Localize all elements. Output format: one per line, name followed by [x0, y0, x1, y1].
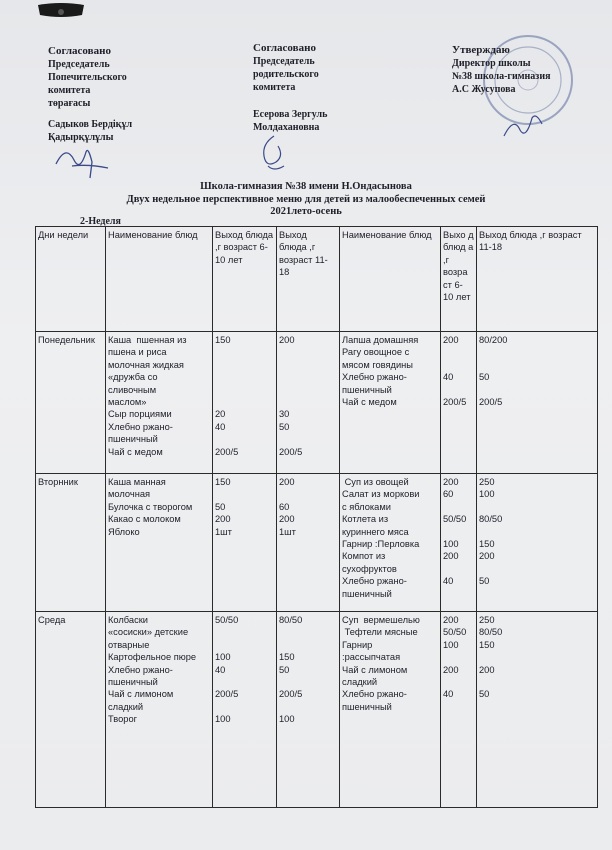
approval-right — [452, 44, 551, 96]
portion-value — [479, 384, 595, 396]
header-cell: Наименование блюд — [340, 227, 441, 332]
dish-line: куриннего мяса — [342, 526, 409, 537]
portion-value: 1шт — [215, 526, 232, 537]
dish-line: Гарнир :Перловка — [342, 539, 420, 550]
portion-value: 30 — [279, 409, 290, 420]
portion-value: 150 — [215, 335, 231, 345]
portion-value — [479, 588, 595, 600]
portion-value — [479, 676, 595, 688]
dish-line: Салат из моркови — [342, 489, 420, 500]
title-line-3: 2021лето-осень — [270, 206, 342, 217]
dish-line: пшеничный — [342, 701, 392, 712]
dish-cell — [340, 612, 441, 808]
portion-value — [479, 346, 595, 358]
portion-value: 200 — [443, 551, 459, 562]
portion-value: 200 — [279, 477, 295, 487]
approval-middle-signer: Молдахановна — [253, 122, 320, 133]
portion-value: 150 — [479, 639, 495, 650]
portion-value — [443, 588, 474, 600]
title-line-2: Двух недельное перспективное меню для детей из малообеспеченных семей — [126, 194, 486, 205]
portion-value: 250 — [479, 615, 495, 625]
header-cell: Наименование блюд — [106, 227, 213, 332]
portion-value: 200 — [443, 664, 459, 675]
dish-line: Каша манная — [108, 477, 166, 487]
dish-line: :рассыпчатая — [342, 652, 401, 663]
approval-left-heading: Согласовано — [48, 45, 111, 57]
dish-line: сливочным — [108, 384, 157, 395]
portion-value: 150 — [279, 652, 295, 663]
title-line-1: Школа-гимназия №38 имени Н.Ондасынова — [200, 181, 412, 192]
portion-value — [443, 563, 474, 575]
dish-line: Хлебно ржано- — [342, 689, 407, 700]
dish-line: Суп вермешелью — [342, 615, 420, 625]
dish-line: мясом говядины — [342, 359, 413, 370]
portion-value: 1шт — [279, 526, 296, 537]
dish-cell — [106, 474, 213, 612]
dish-line: молочная жидкая — [108, 359, 184, 370]
dish-line: пшена и риса — [108, 347, 167, 358]
portion-value — [215, 396, 274, 408]
dish-line: Булочка с творогом — [108, 501, 193, 512]
dish-line: Каша пшенная из — [108, 335, 187, 345]
dish-line: Чай с лимоном — [108, 689, 174, 700]
portion-value — [279, 396, 337, 408]
menu-table — [35, 226, 598, 808]
header-cell: Выхо д блюд а ,г возра ст 6- 10 лет — [441, 227, 477, 332]
portion-value: 100 — [215, 652, 231, 663]
approval-right-heading: Утверждаю — [452, 44, 510, 56]
portion-value: 100 — [443, 639, 459, 650]
portion-cell — [441, 612, 477, 808]
approval-middle-heading: Согласовано — [253, 42, 316, 54]
dish-line: «дружба со — [108, 372, 158, 383]
dish-cell — [106, 612, 213, 808]
portion-value — [443, 501, 474, 513]
portion-value: 150 — [479, 539, 495, 549]
portion-value: 50 — [279, 421, 290, 432]
dish-line: Творог — [108, 714, 138, 725]
dish-line: Картофельное пюре — [108, 652, 197, 663]
portion-value: 100 — [215, 714, 231, 725]
portion-value: 50 — [479, 576, 490, 587]
dish-line: «сосиски» детские — [108, 627, 189, 638]
portion-value — [443, 346, 474, 358]
dish-line: сухофруктов — [342, 563, 397, 574]
approval-middle-line: родительского — [253, 69, 319, 80]
portion-value: 100 — [479, 489, 495, 500]
portion-value: 80/50 — [479, 514, 503, 525]
header-cell: Дни недели — [36, 227, 106, 332]
portion-value: 200/5 — [279, 689, 303, 700]
portion-cell — [477, 612, 598, 808]
approval-right-line: Директор школы — [452, 58, 531, 69]
dish-line: Лапша домашняя — [342, 335, 419, 345]
table-row — [36, 612, 598, 808]
binder-clip-icon — [36, 3, 86, 21]
portion-value: 200/5 — [215, 689, 239, 700]
portion-value: 20 — [215, 409, 226, 420]
portion-value: 200 — [215, 514, 231, 525]
portion-value: 40 — [215, 421, 226, 432]
portion-value: 80/50 — [479, 627, 503, 638]
dish-line: Чай с медом — [108, 446, 163, 457]
portion-cell — [277, 612, 340, 808]
dish-line: Сыр порциями — [108, 409, 172, 420]
dish-line: Тефтели мясные — [342, 627, 418, 638]
portion-value: 80/200 — [479, 335, 508, 345]
portion-cell — [441, 332, 477, 474]
portion-cell — [477, 474, 598, 612]
dish-line: Хлебно ржано- — [108, 664, 173, 675]
portion-value — [215, 701, 274, 713]
portion-cell — [277, 332, 340, 474]
dish-line: Гарнир — [342, 639, 373, 650]
portion-value — [279, 676, 337, 688]
portion-value — [215, 384, 274, 396]
portion-value — [215, 639, 274, 651]
dish-line: сладкий — [342, 677, 378, 688]
portion-cell — [213, 612, 277, 808]
portion-value — [279, 701, 337, 713]
portion-value — [215, 359, 274, 371]
portion-value: 200 — [279, 335, 295, 345]
portion-value — [279, 359, 337, 371]
portion-value — [279, 371, 337, 383]
portion-value — [479, 563, 595, 575]
portion-value: 200 — [443, 477, 459, 487]
dish-line: пшеничный — [108, 434, 158, 445]
portion-value — [443, 526, 474, 538]
portion-value: 50 — [479, 372, 490, 383]
approval-right-line: №38 школа-гимназия — [452, 71, 551, 82]
dish-line: Суп из овощей — [342, 477, 409, 487]
portion-value — [215, 626, 274, 638]
dish-line: Хлебно ржано- — [342, 576, 407, 587]
table-row — [36, 474, 598, 612]
approval-middle-line: комитета — [253, 82, 296, 93]
day-cell: Понедельник — [36, 332, 106, 474]
signature-middle-icon — [254, 132, 294, 174]
approval-left-signer: Қадырқұлұлы — [48, 132, 114, 143]
portion-value — [215, 371, 274, 383]
approval-left-line: Попечительского — [48, 72, 127, 83]
dish-line: Колбаски — [108, 615, 148, 625]
portion-value: 40 — [443, 689, 454, 700]
dish-line: с яблоками — [342, 501, 391, 512]
portion-value — [279, 639, 337, 651]
portion-value: 60 — [443, 489, 454, 500]
approval-middle-line: Председатель — [253, 56, 315, 67]
portion-value: 100 — [279, 714, 295, 725]
portion-value — [279, 488, 337, 500]
approval-middle-signer: Есерова Зергуль — [253, 109, 328, 120]
dish-line: пшеничный — [342, 588, 392, 599]
portion-value — [215, 676, 274, 688]
approval-middle — [253, 42, 327, 134]
dish-line: пшеничный — [108, 677, 158, 688]
portion-value — [279, 346, 337, 358]
approval-left-signer: Садыков Бердіқұл — [48, 119, 133, 130]
approval-left-line: комитета — [48, 85, 91, 96]
portion-value — [443, 676, 474, 688]
portion-value — [443, 384, 474, 396]
portion-value — [479, 701, 595, 713]
portion-value: 50 — [215, 501, 226, 512]
table-row — [36, 332, 598, 474]
portion-value: 200/5 — [479, 396, 503, 407]
signature-left-icon — [52, 142, 112, 184]
dish-line: отварные — [108, 639, 150, 650]
portion-value: 150 — [215, 477, 231, 487]
portion-value: 40 — [443, 372, 454, 383]
portion-value — [215, 346, 274, 358]
header-cell: Выход блюда ,г возраст 11-18 — [477, 227, 598, 332]
portion-value: 80/50 — [279, 615, 303, 625]
portion-value — [443, 359, 474, 371]
signature-right-icon — [500, 110, 546, 142]
portion-value: 40 — [443, 576, 454, 587]
dish-line: Рагу овощное с — [342, 347, 410, 358]
day-cell: Вторнник — [36, 474, 106, 612]
portion-value — [279, 626, 337, 638]
week-label: 2-Неделя — [80, 216, 121, 227]
dish-line: молочная — [108, 489, 151, 500]
dish-line: Чай с медом — [342, 397, 397, 408]
portion-value — [215, 433, 274, 445]
dish-line: Компот из — [342, 551, 386, 562]
portion-value — [215, 488, 274, 500]
table-header-row — [36, 227, 598, 332]
portion-value — [479, 526, 595, 538]
dish-cell — [340, 332, 441, 474]
portion-value: 200/5 — [443, 396, 467, 407]
portion-cell — [477, 332, 598, 474]
portion-value: 200/5 — [279, 446, 303, 457]
portion-value: 200/5 — [215, 446, 239, 457]
portion-value: 50 — [479, 689, 490, 700]
portion-cell — [277, 474, 340, 612]
dish-cell — [340, 474, 441, 612]
portion-cell — [441, 474, 477, 612]
portion-value: 60 — [279, 501, 290, 512]
dish-cell — [106, 332, 213, 474]
approval-left-line: төрағасы — [48, 98, 91, 109]
portion-value: 40 — [215, 664, 226, 675]
approval-left — [48, 45, 132, 144]
dish-line: Котлета из — [342, 514, 389, 525]
header-cell: Выход блюда ,г возраст 11-18 — [277, 227, 340, 332]
dish-line: маслом» — [108, 397, 147, 408]
portion-value — [279, 433, 337, 445]
portion-value — [443, 701, 474, 713]
portion-value: 200 — [443, 335, 459, 345]
portion-value: 200 — [279, 514, 295, 525]
portion-value: 100 — [443, 539, 459, 549]
portion-value — [479, 501, 595, 513]
portion-value — [479, 651, 595, 663]
dish-line: Яблоко — [108, 526, 140, 537]
approval-right-line: А.С Жусупова — [452, 84, 516, 95]
portion-value: 200 — [479, 551, 495, 562]
portion-cell — [213, 474, 277, 612]
dish-line: Хлебно ржано- — [342, 372, 407, 383]
day-cell: Среда — [36, 612, 106, 808]
portion-value: 200 — [479, 664, 495, 675]
portion-value: 50/50 — [443, 627, 467, 638]
portion-value: 50/50 — [443, 514, 467, 525]
header-cell: Выход блюда ,г возраст 6-10 лет — [213, 227, 277, 332]
portion-value: 250 — [479, 477, 495, 487]
portion-value — [479, 359, 595, 371]
portion-cell — [213, 332, 277, 474]
dish-line: сладкий — [108, 701, 144, 712]
portion-value: 50/50 — [215, 615, 239, 625]
portion-value: 200 — [443, 615, 459, 625]
dish-line: Чай с лимоном — [342, 664, 408, 675]
dish-line: Хлебно ржано- — [108, 421, 173, 432]
portion-value — [279, 384, 337, 396]
dish-line: пшеничный — [342, 384, 392, 395]
dish-line: Какао с молоком — [108, 514, 181, 525]
portion-value — [443, 651, 474, 663]
portion-value: 50 — [279, 664, 290, 675]
approval-left-line: Председатель — [48, 59, 110, 70]
